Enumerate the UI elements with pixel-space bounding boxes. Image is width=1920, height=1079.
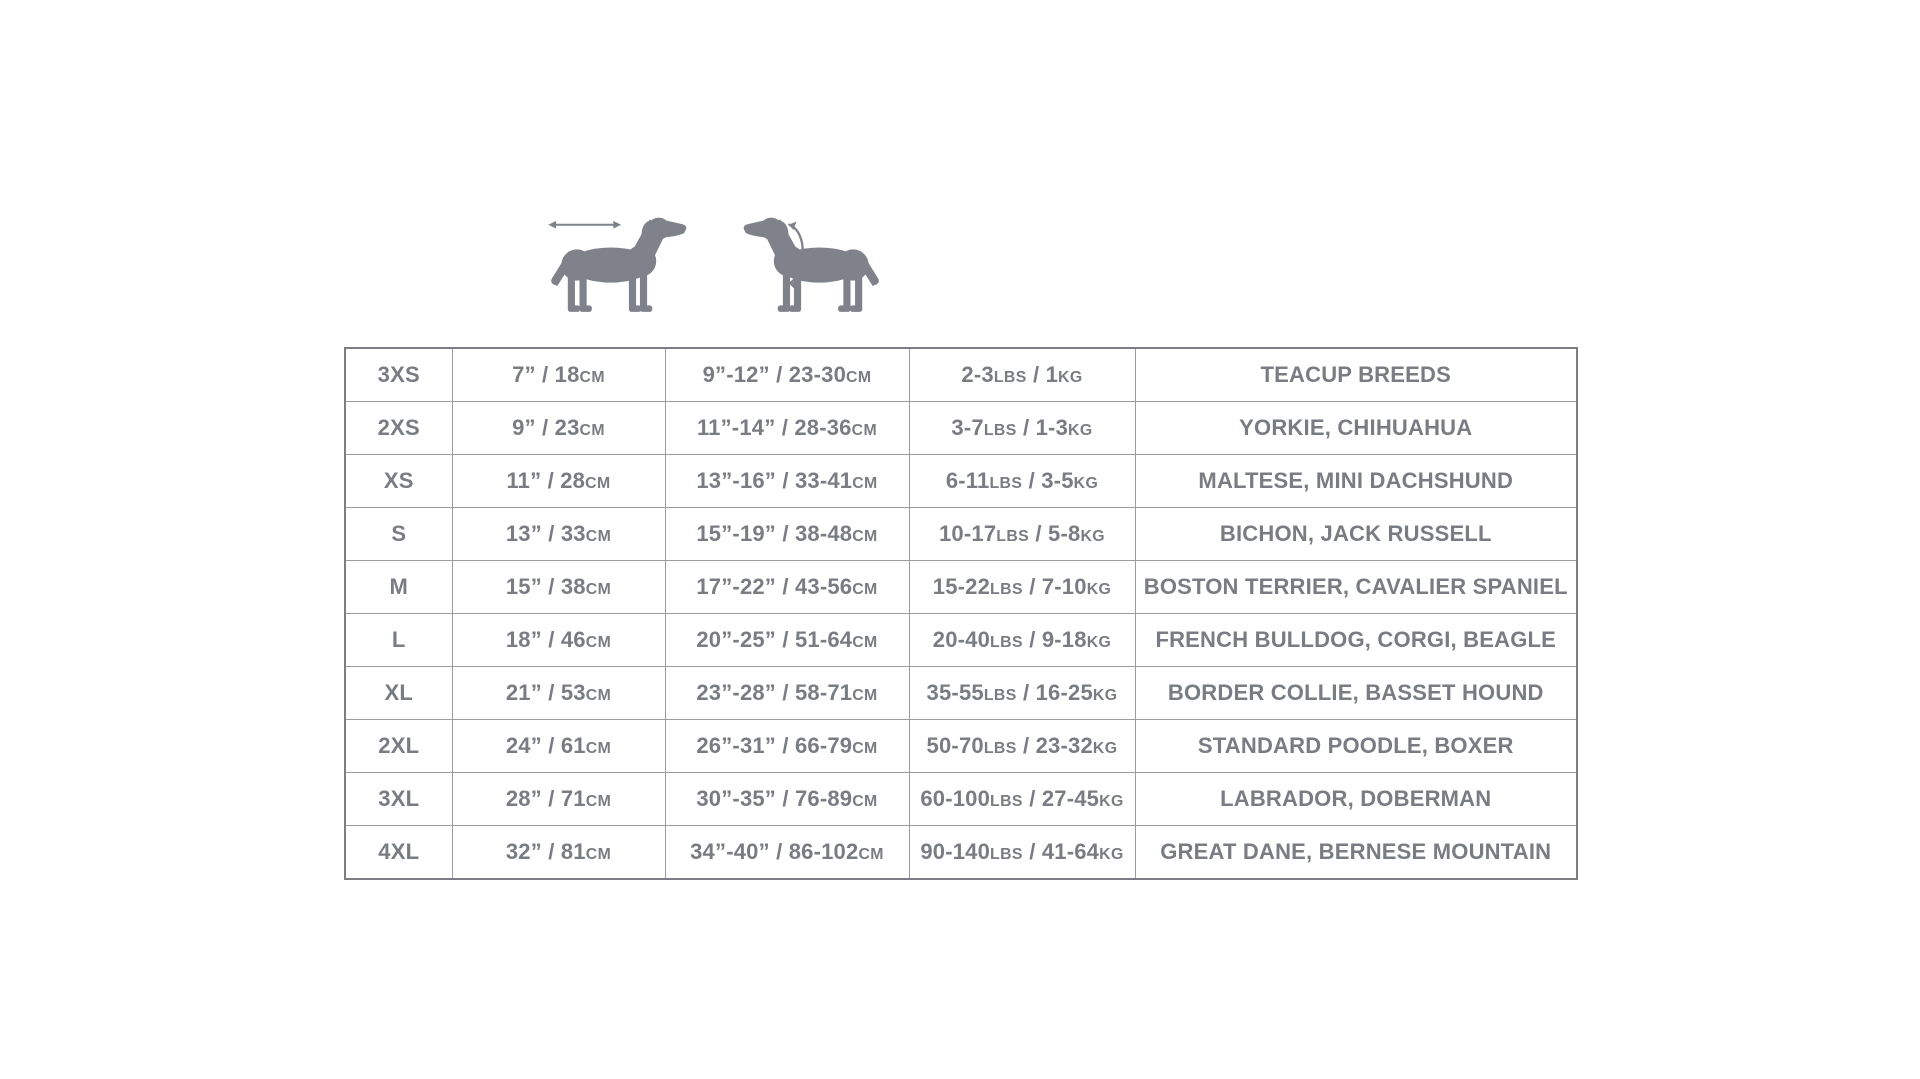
table-row [345,455,1577,508]
table-row [345,348,1577,402]
back-length-cell: 28” / 71CM [452,773,665,826]
chest-girth-cell: 34”-40” / 86-102CM [665,826,909,880]
weight-cell: 50-70LBS / 23-32KG [909,720,1135,773]
unit-label: CM [852,528,878,545]
unit-label: KG [1086,581,1112,598]
breeds-cell: BORDER COLLIE, BASSET HOUND [1135,667,1577,720]
weight-cell: 2-3LBS / 1KG [909,348,1135,402]
unit-label: LBS [993,369,1027,386]
size-chart-table [344,347,1578,880]
size-chart-body [345,348,1577,879]
unit-label: LBS [990,581,1023,598]
content-column [344,0,1576,880]
unit-label: CM [585,793,612,810]
measurement-illustration [547,0,1576,323]
chest-girth-cell: 30”-35” / 76-89CM [665,773,909,826]
unit-label: LBS [990,793,1023,810]
unit-label: CM [585,581,612,598]
table-row [345,826,1577,880]
breeds-cell: GREAT DANE, BERNESE MOUNTAIN [1135,826,1577,880]
unit-label: CM [852,634,878,651]
unit-label: LBS [983,687,1017,704]
breeds-cell: YORKIE, CHIHUAHUA [1135,402,1577,455]
back-length-cell: 18” / 46CM [452,614,665,667]
back-length-cell: 7” / 18CM [452,348,665,402]
breeds-cell: MALTESE, MINI DACHSHUND [1135,455,1577,508]
unit-label: KG [1099,846,1124,863]
size-cell: XS [345,455,452,508]
unit-label: LBS [989,475,1023,492]
unit-label: LBS [983,422,1017,439]
table-row [345,402,1577,455]
size-cell: 4XL [345,826,452,880]
table-row [345,561,1577,614]
back-length-cell: 21” / 53CM [452,667,665,720]
chest-girth-cell: 17”-22” / 43-56CM [665,561,909,614]
unit-label: LBS [983,740,1017,757]
weight-cell: 90-140LBS / 41-64KG [909,826,1135,880]
unit-label: CM [852,581,878,598]
breeds-cell: LABRADOR, DOBERMAN [1135,773,1577,826]
unit-label: CM [585,740,612,757]
unit-label: LBS [990,634,1023,651]
unit-label: CM [585,528,612,545]
back-length-cell: 11” / 28CM [452,455,665,508]
chest-girth-cell: 9”-12” / 23-30CM [665,348,909,402]
unit-label: CM [846,369,872,386]
size-cell: S [345,508,452,561]
size-cell: 3XL [345,773,452,826]
weight-cell: 60-100LBS / 27-45KG [909,773,1135,826]
back-length-cell: 13” / 33CM [452,508,665,561]
table-row [345,773,1577,826]
chest-girth-cell: 20”-25” / 51-64CM [665,614,909,667]
unit-label: CM [585,846,612,863]
table-row [345,508,1577,561]
dog-silhouette [744,218,879,312]
unit-label: LBS [996,528,1030,545]
weight-cell: 15-22LBS / 7-10KG [909,561,1135,614]
unit-label: CM [585,475,611,492]
chest-girth-cell: 15”-19” / 38-48CM [665,508,909,561]
unit-label: KG [1099,793,1124,810]
back-length-cell: 24” / 61CM [452,720,665,773]
unit-label: CM [585,634,612,651]
unit-label: KG [1080,528,1106,545]
unit-label: KG [1058,369,1083,386]
unit-label: KG [1086,634,1112,651]
back-length-cell: 32” / 81CM [452,826,665,880]
dog-back-length-icon [547,209,703,323]
chest-girth-cell: 26”-31” / 66-79CM [665,720,909,773]
breeds-cell: TEACUP BREEDS [1135,348,1577,402]
size-cell: M [345,561,452,614]
breeds-cell: STANDARD POODLE, BOXER [1135,720,1577,773]
size-cell: L [345,614,452,667]
unit-label: CM [858,846,884,863]
unit-label: KG [1068,422,1093,439]
unit-label: CM [579,422,605,439]
table-row [345,667,1577,720]
table-row [345,720,1577,773]
chest-girth-cell: 13”-16” / 33-41CM [665,455,909,508]
chest-girth-cell: 23”-28” / 58-71CM [665,667,909,720]
back-length-cell: 15” / 38CM [452,561,665,614]
unit-label: CM [852,793,878,810]
weight-cell: 20-40LBS / 9-18KG [909,614,1135,667]
unit-label: KG [1092,740,1118,757]
unit-label: CM [852,475,878,492]
size-cell: 2XL [345,720,452,773]
breeds-cell: BICHON, JACK RUSSELL [1135,508,1577,561]
size-cell: 3XS [345,348,452,402]
unit-label: KG [1092,687,1118,704]
back-length-cell: 9” / 23CM [452,402,665,455]
weight-cell: 6-11LBS / 3-5KG [909,455,1135,508]
size-cell: XL [345,667,452,720]
chest-girth-cell: 11”-14” / 28-36CM [665,402,909,455]
unit-label: CM [579,369,605,386]
unit-label: CM [851,422,878,439]
breeds-cell: FRENCH BULLDOG, CORGI, BEAGLE [1135,614,1577,667]
dog-silhouette [551,218,686,312]
dog-chest-girth-icon [727,209,883,323]
size-cell: 2XS [345,402,452,455]
weight-cell: 35-55LBS / 16-25KG [909,667,1135,720]
weight-cell: 3-7LBS / 1-3KG [909,402,1135,455]
unit-label: LBS [990,846,1023,863]
unit-label: CM [852,740,878,757]
breeds-cell: BOSTON TERRIER, CAVALIER SPANIEL [1135,561,1577,614]
unit-label: CM [852,687,878,704]
unit-label: KG [1073,475,1099,492]
unit-label: CM [585,687,612,704]
back-length-arrow-icon [548,221,621,229]
weight-cell: 10-17LBS / 5-8KG [909,508,1135,561]
table-row [345,614,1577,667]
